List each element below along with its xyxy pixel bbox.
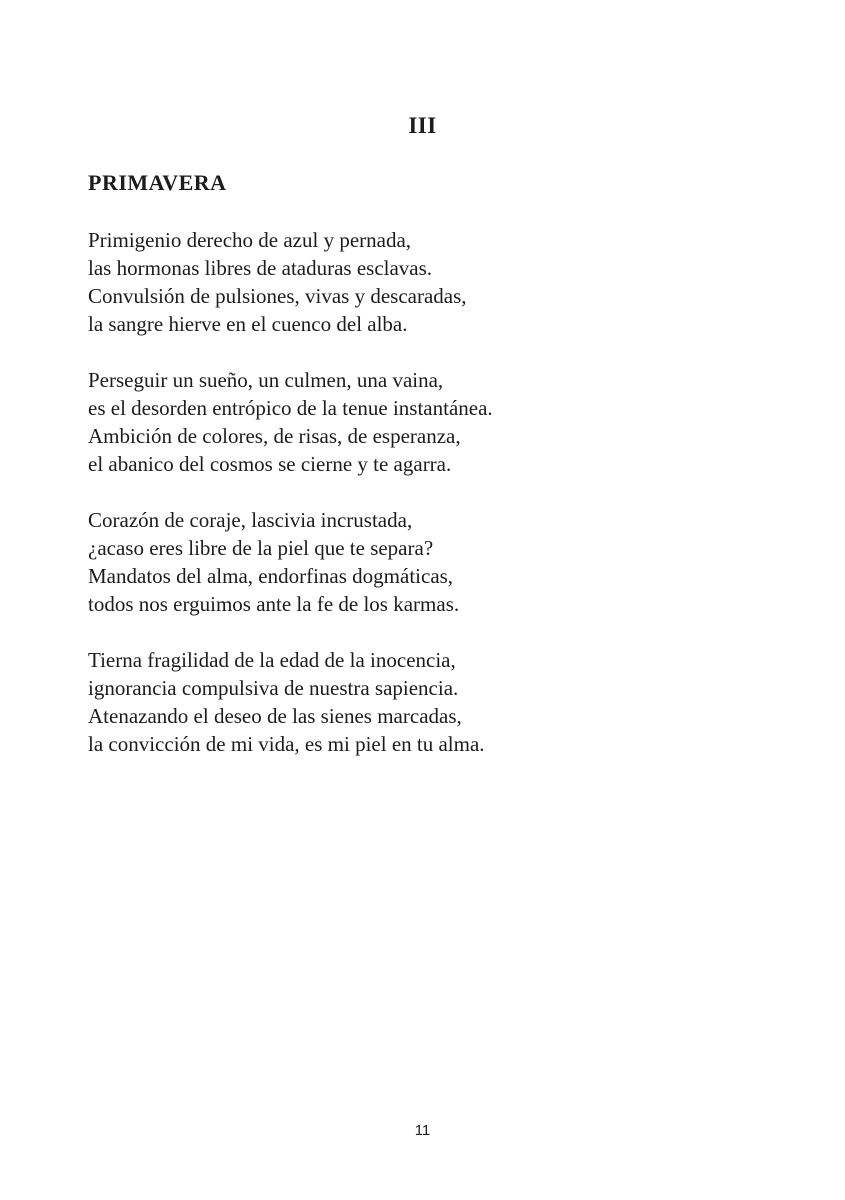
section-number: III <box>408 113 437 138</box>
poem-line: las hormonas libres de ataduras esclavas. <box>88 256 433 280</box>
poem-line: Ambición de colores, de risas, de esperanza, <box>88 424 461 448</box>
poem-line: la sangre hierve en el cuenco del alba. <box>88 312 408 336</box>
poem-title: PRIMAVERA <box>88 170 227 195</box>
page-number: 11 <box>414 1122 431 1139</box>
stanza-3 <box>88 506 785 618</box>
poem-line: Mandatos del alma, endorfinas dogmáticas, <box>88 564 454 588</box>
poem-line: el abanico del cosmos se cierne y te agarra. <box>88 452 452 476</box>
poem-line: Convulsión de pulsiones, vivas y descaradas, <box>88 284 467 308</box>
poem-line: ¿acaso eres libre de la piel que te separa? <box>88 536 434 560</box>
poem-line: Corazón de coraje, lascivia incrustada, <box>88 508 413 532</box>
stanza-2 <box>88 366 785 478</box>
stanza-1 <box>88 226 785 338</box>
poem-line: Tierna fragilidad de la edad de la inocencia, <box>88 648 456 672</box>
poem-line: Perseguir un sueño, un culmen, una vaina, <box>88 368 444 392</box>
poem-line: es el desorden entrópico de la tenue instantánea. <box>88 396 493 420</box>
poem-line: ignorancia compulsiva de nuestra sapiencia. <box>88 676 459 700</box>
poem-line: la convicción de mi vida, es mi piel en tu alma. <box>88 732 485 756</box>
poem-line: Primigenio derecho de azul y pernada, <box>88 228 412 252</box>
poem-line: Atenazando el deseo de las sienes marcadas, <box>88 704 462 728</box>
stanza-4 <box>88 646 785 758</box>
poem-body <box>88 226 785 786</box>
poem-line: todos nos erguimos ante la fe de los karmas. <box>88 592 460 616</box>
